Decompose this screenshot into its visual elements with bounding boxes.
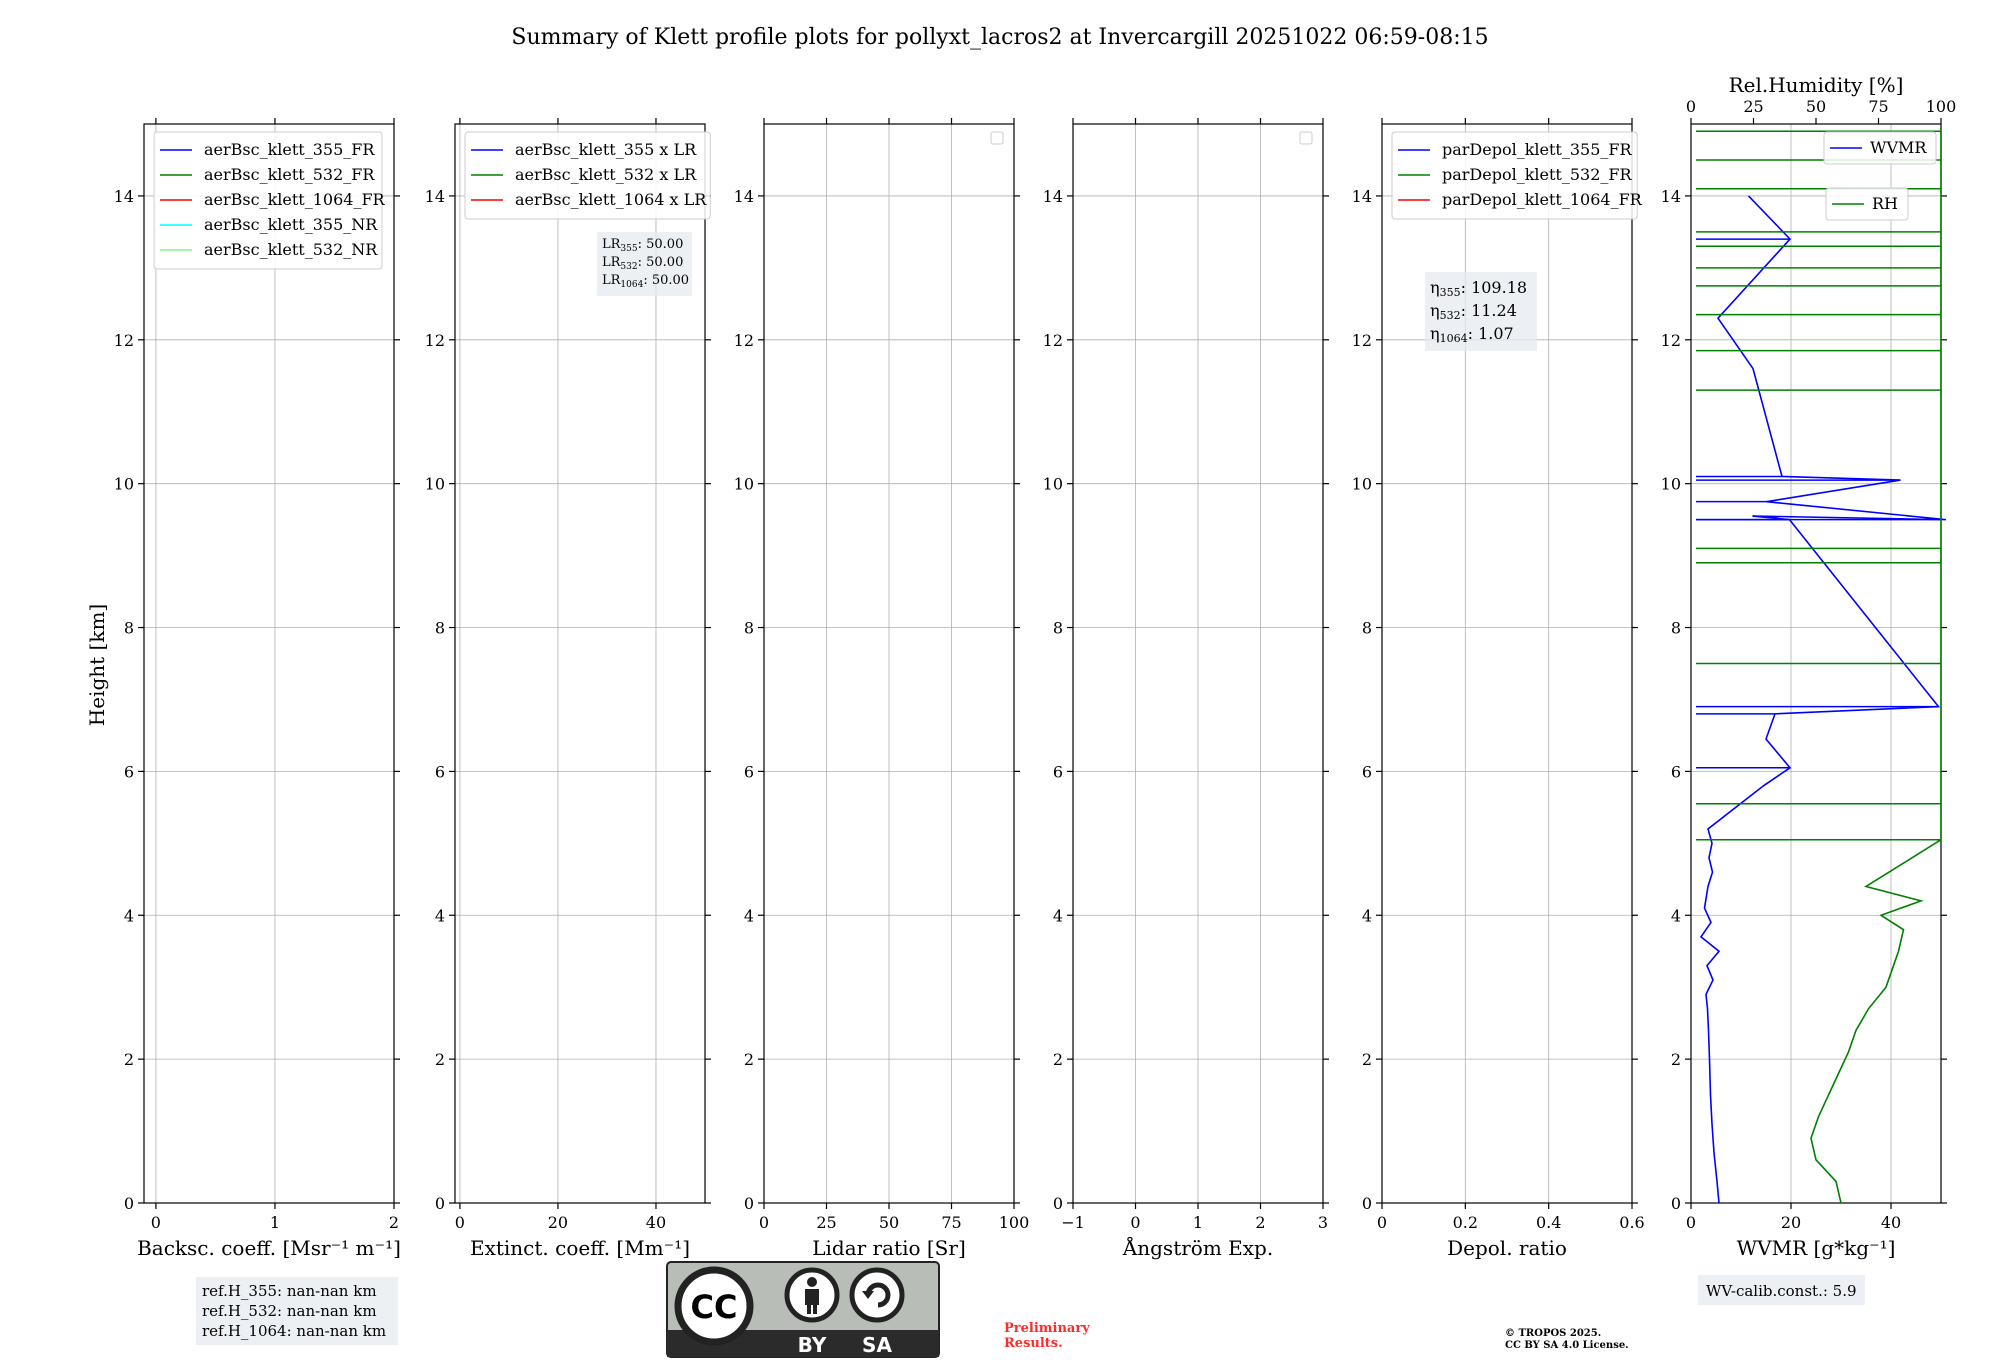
- y-tick-label: 6: [434, 762, 445, 782]
- annotation-symbol: η: [1430, 301, 1440, 320]
- y-tick-label: 10: [424, 474, 445, 494]
- x-tick-label: 0.6: [1619, 1213, 1645, 1232]
- y-tick-label: 8: [743, 618, 754, 638]
- x-axis-label: Lidar ratio [Sr]: [812, 1236, 966, 1260]
- y-tick-label: 8: [1670, 618, 1681, 638]
- y-tick-label: 6: [1052, 762, 1063, 782]
- x-axis-label: Depol. ratio: [1447, 1236, 1567, 1260]
- legend-entry: RH: [1872, 194, 1898, 213]
- annotation-subscript: 1064: [1439, 332, 1468, 345]
- lidar-ratio-text: [602, 273, 689, 290]
- preliminary-line-1: Preliminary: [1004, 1321, 1090, 1336]
- x-tick-label: 75: [941, 1213, 962, 1232]
- x-tick-label: 1: [1192, 1213, 1204, 1232]
- legend-entry: parDepol_klett_1064_FR: [1442, 190, 1642, 209]
- series-line-rh: [1811, 131, 1941, 1203]
- y-tick-label: 12: [113, 330, 134, 350]
- x-tick-label: 20: [1780, 1213, 1802, 1232]
- panel-lidar-ratio: [734, 118, 1030, 1260]
- x-tick-label: 1: [269, 1213, 281, 1232]
- license-sa-text: SA: [862, 1333, 892, 1357]
- legend-entry: parDepol_klett_532_FR: [1442, 165, 1632, 184]
- y-tick-label: 10: [733, 474, 754, 494]
- x-tick-label: 100: [998, 1213, 1030, 1232]
- annotation-value: : 109.18: [1460, 278, 1528, 297]
- y-tick-label: 4: [743, 906, 754, 926]
- series-line-wvmr: [1701, 196, 1946, 1203]
- annotation-symbol: η: [1430, 324, 1440, 343]
- preliminary-line-2: Results.: [1004, 1336, 1063, 1351]
- x-tick-label: 40: [645, 1213, 667, 1232]
- empty-legend-box: [1300, 132, 1312, 144]
- annotation-subscript: 355: [620, 244, 638, 254]
- x-tick-label: 0: [1376, 1213, 1388, 1232]
- y-tick-label: 14: [1042, 186, 1063, 206]
- y-tick-label: 4: [434, 906, 445, 926]
- legend-entry: aerBsc_klett_355_NR: [204, 215, 378, 234]
- annotation-symbol: LR: [602, 237, 621, 252]
- top-x-tick-label: 75: [1868, 97, 1889, 116]
- y-tick-label: 6: [123, 762, 134, 782]
- annotation-symbol: η: [1430, 278, 1440, 297]
- annotation-value: : 50.00: [637, 237, 684, 252]
- top-x-tick-label: 25: [1743, 97, 1764, 116]
- legend-entry: WVMR: [1870, 138, 1927, 157]
- y-tick-label: 10: [1660, 474, 1681, 494]
- y-tick-label: 8: [1052, 618, 1063, 638]
- y-tick-label: 2: [1361, 1050, 1372, 1070]
- annotation-symbol: LR: [602, 255, 621, 270]
- y-tick-label: 12: [424, 330, 445, 350]
- annotation-value: : 1.07: [1467, 324, 1514, 343]
- annotation-value: : 50.00: [637, 255, 684, 270]
- top-x-tick-label: 0: [1685, 97, 1697, 116]
- ref-height-text: ref.H_355: nan-nan km: [202, 1282, 377, 1300]
- legend-entry: aerBsc_klett_1064 x LR: [515, 190, 707, 209]
- legend-entry: aerBsc_klett_355_FR: [204, 140, 375, 159]
- y-tick-label: 14: [424, 186, 445, 206]
- x-tick-label: 40: [1880, 1213, 1902, 1232]
- y-tick-label: 14: [733, 186, 754, 206]
- x-tick-label: 0: [1685, 1213, 1697, 1232]
- y-tick-label: 8: [1361, 618, 1372, 638]
- x-tick-label: 0: [150, 1213, 161, 1232]
- x-axis-label: WVMR [g*kg⁻¹]: [1736, 1236, 1896, 1260]
- y-tick-label: 14: [1660, 186, 1681, 206]
- panel-wvmr: [1661, 73, 1957, 1305]
- copyright-line-2: CC BY SA 4.0 License.: [1505, 1340, 1629, 1351]
- annotation-subscript: 532: [620, 262, 638, 272]
- annotation-symbol: LR: [602, 273, 621, 288]
- y-axis-label: Height [km]: [85, 603, 109, 727]
- annotation-subscript: 355: [1439, 286, 1461, 299]
- y-tick-label: 2: [434, 1050, 445, 1070]
- y-tick-label: 8: [123, 618, 134, 638]
- annotation-subscript: 532: [1439, 309, 1461, 322]
- y-tick-label: 0: [1052, 1194, 1063, 1213]
- panel-extinction: [425, 118, 711, 1260]
- y-tick-label: 8: [434, 618, 445, 638]
- cc-logo-text: CC: [690, 1288, 738, 1326]
- y-tick-label: 0: [434, 1194, 445, 1213]
- y-tick-label: 12: [1660, 330, 1681, 350]
- y-tick-label: 10: [1042, 474, 1063, 494]
- x-tick-label: 2: [1255, 1213, 1266, 1232]
- y-tick-label: 0: [1361, 1194, 1372, 1213]
- panel-backscatter: [114, 118, 401, 1345]
- lidar-ratio-text: [602, 255, 683, 272]
- y-tick-label: 12: [1042, 330, 1063, 350]
- legend-entry: aerBsc_klett_532_FR: [204, 165, 375, 184]
- panel-angstrom: [1043, 118, 1329, 1260]
- annotation-value: : 50.00: [643, 273, 690, 288]
- y-tick-label: 2: [123, 1050, 134, 1070]
- x-tick-label: 0: [1130, 1213, 1141, 1232]
- x-axis-label: Extinct. coeff. [Mm⁻¹]: [469, 1236, 691, 1260]
- y-tick-label: 4: [1052, 906, 1063, 926]
- lidar-ratio-text: [602, 237, 683, 254]
- y-tick-label: 2: [743, 1050, 754, 1070]
- legend-entry: aerBsc_klett_355 x LR: [515, 140, 697, 159]
- y-tick-label: 4: [1361, 906, 1372, 926]
- y-tick-label: 6: [743, 762, 754, 782]
- share-alike-icon: [852, 1270, 902, 1320]
- y-tick-label: 14: [113, 186, 134, 206]
- top-x-tick-label: 50: [1805, 97, 1827, 116]
- y-tick-label: 10: [1351, 474, 1372, 494]
- y-tick-label: 2: [1052, 1050, 1063, 1070]
- x-tick-label: 20: [547, 1213, 569, 1232]
- x-tick-label: 0: [758, 1213, 770, 1232]
- x-axis-label: Backsc. coeff. [Msr⁻¹ m⁻¹]: [137, 1236, 401, 1260]
- y-tick-label: 0: [123, 1194, 134, 1213]
- x-tick-label: 0: [454, 1213, 465, 1232]
- annotation-subscript: 1064: [620, 280, 644, 290]
- y-tick-label: 12: [733, 330, 754, 350]
- axes-frame: [144, 124, 394, 1203]
- ref-height-text: ref.H_532: nan-nan km: [202, 1302, 377, 1320]
- y-tick-label: 12: [1351, 330, 1372, 350]
- y-tick-label: 6: [1361, 762, 1372, 782]
- ref-height-text: ref.H_1064: nan-nan km: [202, 1322, 387, 1340]
- top-x-tick-label: 100: [1925, 97, 1957, 116]
- x-axis-label: Ångström Exp.: [1122, 1236, 1274, 1260]
- y-tick-label: 0: [1670, 1194, 1681, 1213]
- y-tick-label: 10: [113, 474, 134, 494]
- license-badge: [667, 1262, 939, 1357]
- legend-entry: aerBsc_klett_532 x LR: [515, 165, 697, 184]
- y-tick-label: 0: [743, 1194, 754, 1213]
- wv-calib-text: WV-calib.const.: 5.9: [1706, 1282, 1857, 1300]
- panels: [114, 73, 1957, 1345]
- x-tick-label: 3: [1317, 1213, 1329, 1232]
- y-tick-label: 2: [1670, 1050, 1681, 1070]
- x-tick-label: 0.4: [1535, 1213, 1562, 1232]
- legend-entry: aerBsc_klett_1064_FR: [204, 190, 385, 209]
- y-tick-label: 14: [1351, 186, 1372, 206]
- copyright-line-1: © TROPOS 2025.: [1505, 1328, 1602, 1339]
- y-tick-label: 4: [123, 906, 134, 926]
- x-tick-label: 2: [388, 1213, 400, 1232]
- annotation-value: : 11.24: [1460, 301, 1517, 320]
- figure-title: Summary of Klett profile plots for pollyxt_lacros2 at Invercargill 20251022 06:59-08:15: [511, 25, 1489, 50]
- empty-legend-box: [991, 132, 1003, 144]
- legend-entry: parDepol_klett_355_FR: [1442, 140, 1632, 159]
- x-tick-label: 0.2: [1452, 1213, 1479, 1232]
- panel-depol: [1352, 118, 1645, 1260]
- x-tick-label: −1: [1061, 1213, 1085, 1232]
- y-tick-label: 4: [1670, 906, 1681, 926]
- legend-entry: aerBsc_klett_532_NR: [204, 240, 378, 259]
- x-tick-label: 25: [816, 1213, 837, 1232]
- license-by-text: BY: [797, 1333, 827, 1357]
- x-tick-label: 50: [878, 1213, 900, 1232]
- top-x-axis-label: Rel.Humidity [%]: [1728, 73, 1904, 97]
- y-tick-label: 6: [1670, 762, 1681, 782]
